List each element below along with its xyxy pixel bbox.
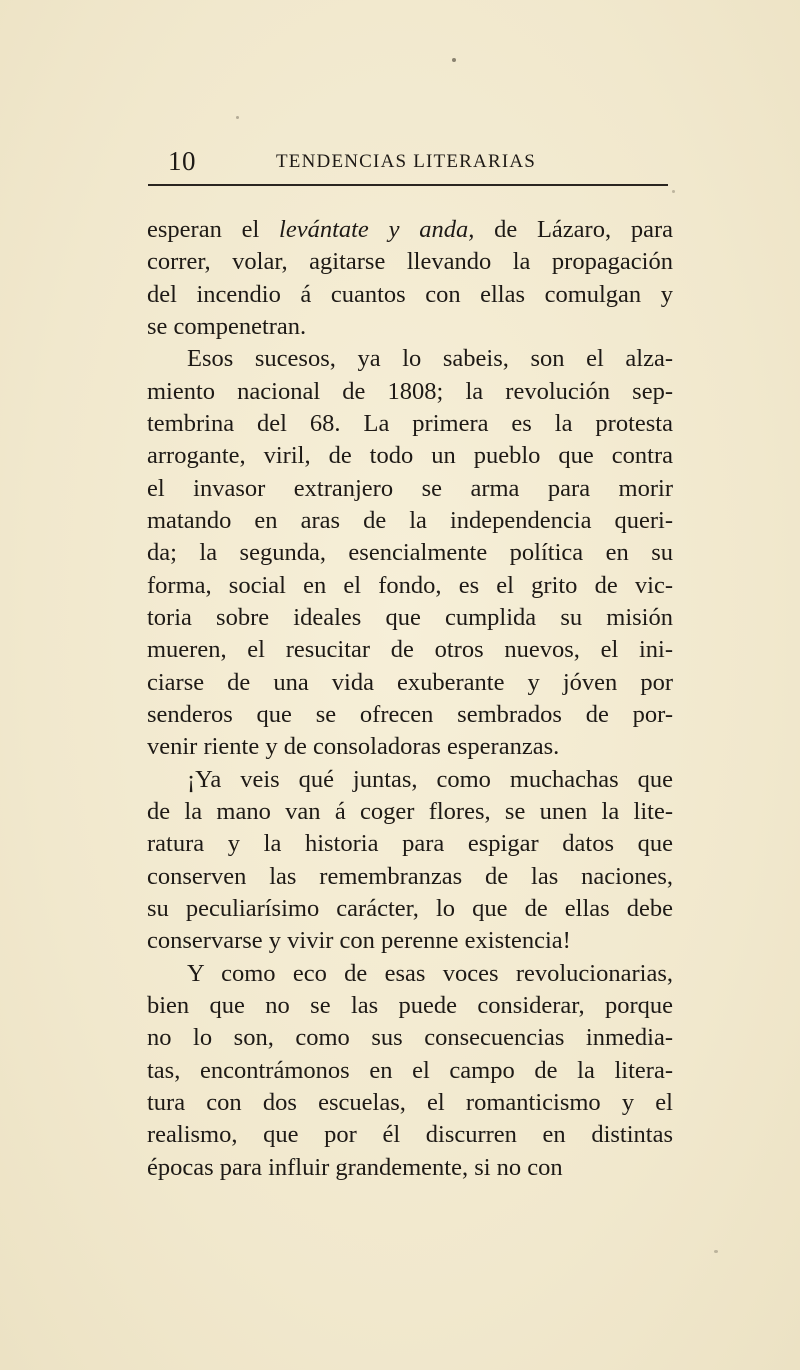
header-rule xyxy=(148,184,668,186)
text-line: da; la segunda, esencialmente política en su xyxy=(147,539,673,567)
running-head: TENDENCIAS LITERARIAS xyxy=(276,151,537,172)
text-line: ¡Ya veis qué juntas, como muchachas que xyxy=(187,765,673,793)
text-line: del incendio á cuantos con ellas comulgan y xyxy=(147,280,673,308)
text-line: toria sobre ideales que cumplida su misión xyxy=(147,603,673,631)
text-line: el invasor extranjero se arma para morir xyxy=(147,474,673,502)
text-line: ciarse de una vida exuberante y jóven por xyxy=(147,668,673,696)
page-number: 10 xyxy=(168,146,196,176)
line-text-pre: esperan el xyxy=(147,216,280,243)
text-line: senderos que se ofrecen sembrados de por- xyxy=(147,700,673,728)
text-line xyxy=(147,214,673,246)
text-line: venir riente y de consoladoras esperanzas. xyxy=(147,733,560,761)
text-line: conservarse y vivir con perenne existencia! xyxy=(147,927,571,955)
text-line: no lo son, como sus consecuencias inmedia- xyxy=(147,1024,673,1052)
text-line: bien que no se las puede considerar, porque xyxy=(147,991,673,1019)
text-line: arrogante, viril, de todo un pueblo que contra xyxy=(147,442,673,470)
italic-phrase: levántate y anda, xyxy=(279,216,475,243)
text-line: Esos sucesos, ya lo sabeis, son el alza- xyxy=(187,345,673,373)
text-line: forma, social en el fondo, es el grito de vic- xyxy=(147,571,673,599)
text-line: miento nacional de 1808; la revolución sep- xyxy=(147,377,673,405)
text-line: de la mano van á coger flores, se unen la lite- xyxy=(147,797,673,825)
paper-speck xyxy=(452,58,456,62)
text-line: épocas para influir grandemente, si no con xyxy=(147,1153,563,1181)
text-line: tura con dos escuelas, el romanticismo y el xyxy=(147,1088,673,1116)
text-line: conserven las remembranzas de las naciones, xyxy=(147,862,673,890)
text-line: tas, encontrámonos en el campo de la litera- xyxy=(147,1056,673,1084)
text-line: mueren, el resucitar de otros nuevos, el ini- xyxy=(147,636,673,664)
page-header xyxy=(148,146,668,176)
text-line: correr, volar, agitarse llevando la propagación xyxy=(147,248,673,276)
text-line: ratura y la historia para espigar datos que xyxy=(147,830,673,858)
paper-speck xyxy=(714,1250,718,1253)
paper-speck xyxy=(236,116,239,119)
body-text xyxy=(147,214,673,1184)
paper-speck xyxy=(672,190,675,193)
text-line: realismo, que por él discurren en distintas xyxy=(147,1121,673,1149)
text-line: matando en aras de la independencia queri- xyxy=(147,506,673,534)
line-text-post: de Lázaro, para xyxy=(474,216,673,243)
text-line: se compenetran. xyxy=(147,312,307,340)
text-line: tembrina del 68. La primera es la protesta xyxy=(147,409,673,437)
text-line: Y como eco de esas voces revolucionarias, xyxy=(187,959,673,987)
text-line: su peculiarísimo carácter, lo que de ellas debe xyxy=(147,894,673,922)
